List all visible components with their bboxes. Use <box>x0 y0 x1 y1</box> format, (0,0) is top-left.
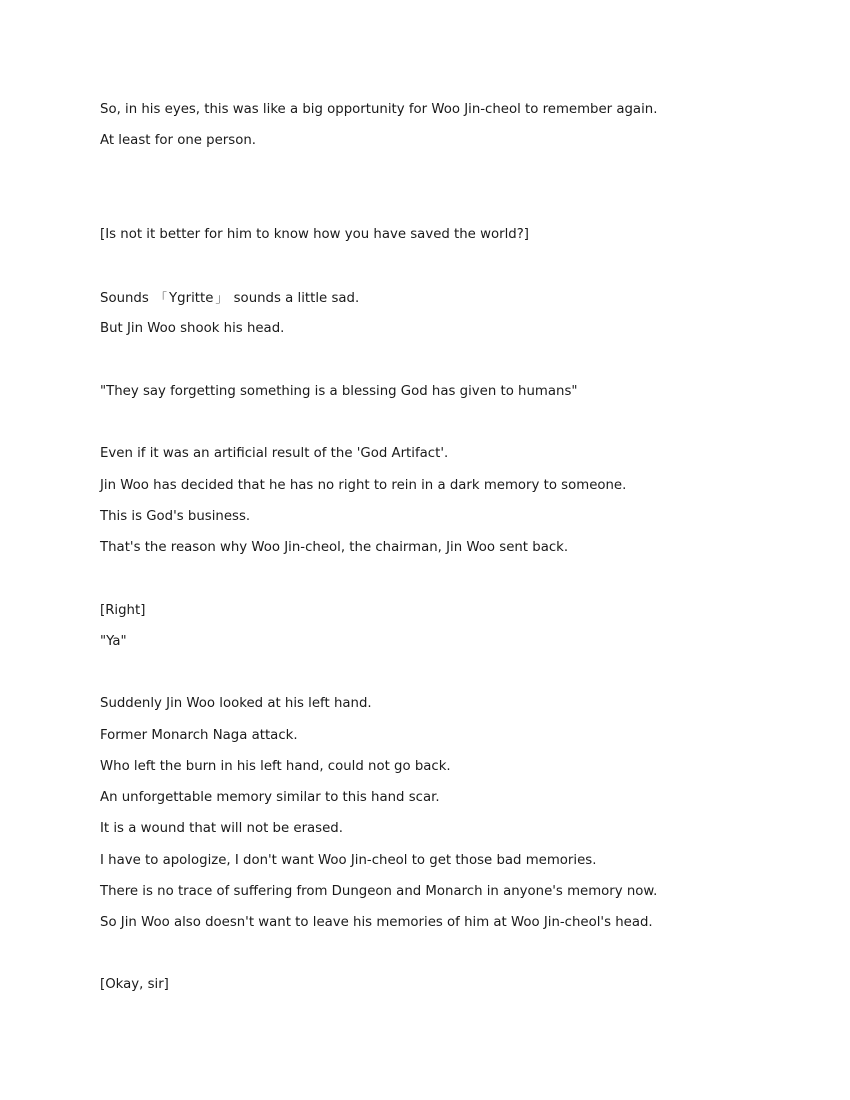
sentence-end: sounds a little sad. <box>229 291 360 306</box>
paragraph-line: Jin Woo has decided that he has no right to rein in a dark memory to someone. <box>100 478 627 493</box>
paragraph-line: An unforgettable memory similar to this hand scar. <box>100 790 440 805</box>
paragraph-line: But Jin Woo shook his head. <box>100 321 285 336</box>
character-name: Ygritte <box>169 291 214 306</box>
paragraph-line: It is a wound that will not be erased. <box>100 821 343 836</box>
paragraph-line: I have to apologize, I don't want Woo Jin-cheol to get those bad memories. <box>100 853 597 868</box>
sentence-start: Sounds <box>100 291 154 306</box>
paragraph-line: That's the reason why Woo Jin-cheol, the chairman, Jin Woo sent back. <box>100 540 569 555</box>
corner-bracket-close: 」 <box>215 291 228 305</box>
corner-bracket-open: 「 <box>155 291 168 305</box>
paragraph-line: "Ya" <box>100 634 127 649</box>
paragraph-line: Former Monarch Naga attack. <box>100 728 298 743</box>
paragraph-line: At least for one person. <box>100 133 256 148</box>
paragraph-line <box>100 290 359 307</box>
paragraph-line: "They say forgetting something is a blessing God has given to humans" <box>100 384 578 399</box>
paragraph-line: [Right] <box>100 603 146 618</box>
paragraph-line: Who left the burn in his left hand, could not go back. <box>100 759 451 774</box>
paragraph-line: Suddenly Jin Woo looked at his left hand. <box>100 696 372 711</box>
paragraph-line: So Jin Woo also doesn't want to leave his memories of him at Woo Jin-cheol's head. <box>100 915 653 930</box>
paragraph-line: This is God's business. <box>100 509 251 524</box>
paragraph-line: Even if it was an artificial result of the 'God Artifact'. <box>100 446 449 461</box>
paragraph-line: [Is not it better for him to know how you have saved the world?] <box>100 227 529 242</box>
paragraph-line: There is no trace of suffering from Dungeon and Monarch in anyone's memory now. <box>100 884 658 899</box>
paragraph-line: So, in his eyes, this was like a big opportunity for Woo Jin-cheol to remember again. <box>100 102 658 117</box>
paragraph-line: [Okay, sir] <box>100 977 169 992</box>
